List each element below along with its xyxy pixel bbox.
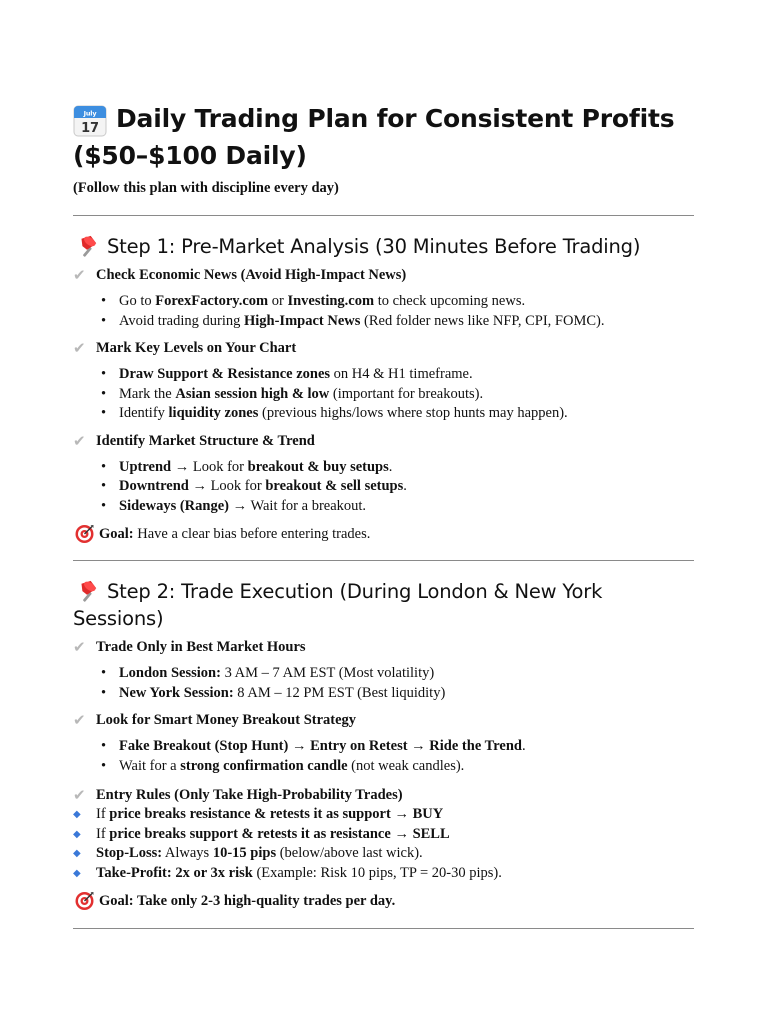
checkmark-icon: ✔ xyxy=(73,266,86,284)
calendar-icon-month: July xyxy=(83,109,97,117)
step1-check-news xyxy=(73,265,694,285)
list-item: • Go to ForexFactory.com or Investing.com to check upcoming news. xyxy=(119,292,694,312)
target-icon xyxy=(73,524,96,544)
list-item: • Wait for a strong confirmation candle (not weak candles). xyxy=(119,757,694,777)
bullet-list xyxy=(73,365,694,424)
entry-rule-sell: ◆ If price breaks support & retests it as resistance → SELL xyxy=(73,825,694,845)
step1-heading xyxy=(73,233,694,260)
checkmark-icon: ✔ xyxy=(73,638,86,656)
page-title xyxy=(73,100,694,137)
calendar-icon-day: 17 xyxy=(81,120,99,136)
step1-heading-text: Step 1: Pre-Market Analysis (30 Minutes Before Trading) xyxy=(107,235,641,258)
list-item: • London Session: 3 AM – 7 AM EST (Most volatility) xyxy=(119,664,694,684)
step2-check-entry xyxy=(73,785,694,805)
goal-text: Goal: Take only 2-3 high-quality trades per day. xyxy=(99,893,396,909)
step1-check-levels xyxy=(73,338,694,358)
bullet-list xyxy=(73,737,694,776)
blue-diamond-icon: ◆ xyxy=(73,848,81,859)
check-label: Identify Market Structure & Trend xyxy=(96,432,315,449)
pushpin-icon xyxy=(73,580,101,604)
entry-rule-buy: ◆ If price breaks resistance & retests it as support → BUY xyxy=(73,805,694,825)
list-item: • Sideways (Range) → Wait for a breakout. xyxy=(119,497,694,517)
step2-section xyxy=(73,578,694,911)
title-line-1: Daily Trading Plan for Consistent Profits xyxy=(116,104,675,133)
divider xyxy=(73,560,694,561)
blue-diamond-icon: ◆ xyxy=(73,809,81,820)
check-label: Check Economic News (Avoid High-Impact News) xyxy=(96,267,407,283)
list-item: • Fake Breakout (Stop Hunt) → Entry on Retest → Ride the Trend. xyxy=(119,737,694,757)
step2-heading-line-2: Sessions) xyxy=(73,607,164,630)
step1-goal xyxy=(73,524,694,544)
subtitle: (Follow this plan with discipline every day) xyxy=(73,180,339,196)
title-line-2: ($50–$100 Daily) xyxy=(73,141,307,170)
step1-section xyxy=(73,233,694,544)
entry-rule-stop-loss: ◆ Stop-Loss: Always 10-15 pips (below/above last wick). xyxy=(73,844,694,864)
goal-text: Goal: Have a clear bias before entering trades. xyxy=(99,526,371,542)
check-label: Entry Rules (Only Take High-Probability Trades) xyxy=(96,787,403,803)
bullet-list xyxy=(73,292,694,331)
entry-rule-take-profit: ◆ Take-Profit: 2x or 3x risk (Example: Risk 10 pips, TP = 20-30 pips). xyxy=(73,864,694,884)
divider xyxy=(73,215,694,216)
list-item: • Identify liquidity zones (previous highs/lows where stop hunts may happen). xyxy=(119,404,694,424)
list-item: • Mark the Asian session high & low (important for breakouts). xyxy=(119,385,694,405)
blue-diamond-icon: ◆ xyxy=(73,867,81,879)
step2-goal xyxy=(73,891,694,911)
bullet-list xyxy=(73,664,694,703)
check-label: Mark Key Levels on Your Chart xyxy=(96,340,297,356)
calendar-icon xyxy=(73,105,107,137)
title-block xyxy=(73,100,694,174)
target-icon xyxy=(73,891,96,911)
checkmark-icon: ✔ xyxy=(73,431,86,450)
divider xyxy=(73,928,694,929)
check-label: Trade Only in Best Market Hours xyxy=(96,639,306,655)
step2-heading-line-1: Step 2: Trade Execution (During London & New York xyxy=(107,580,603,603)
list-item: • New York Session: 8 AM – 12 PM EST (Best liquidity) xyxy=(119,684,694,704)
list-item: • Downtrend → Look for breakout & sell setups. xyxy=(119,477,694,497)
step2-check-strategy xyxy=(73,710,694,730)
list-item: • Draw Support & Resistance zones on H4 & H1 timeframe. xyxy=(119,365,694,385)
pushpin-icon xyxy=(73,235,101,259)
blue-diamond-icon: ◆ xyxy=(73,828,81,840)
step1-check-structure xyxy=(73,431,694,451)
checkmark-icon: ✔ xyxy=(73,786,86,804)
list-item: • Uptrend → Look for breakout & buy setups. xyxy=(119,458,694,478)
document-page xyxy=(73,100,694,929)
check-label: Look for Smart Money Breakout Strategy xyxy=(96,712,357,728)
checkmark-icon: ✔ xyxy=(73,711,86,729)
checkmark-icon: ✔ xyxy=(73,339,86,357)
step2-heading xyxy=(73,578,694,632)
bullet-list xyxy=(73,458,694,517)
step2-check-hours xyxy=(73,637,694,657)
list-item: • Avoid trading during High-Impact News (Red folder news like NFP, CPI, FOMC). xyxy=(119,312,694,332)
